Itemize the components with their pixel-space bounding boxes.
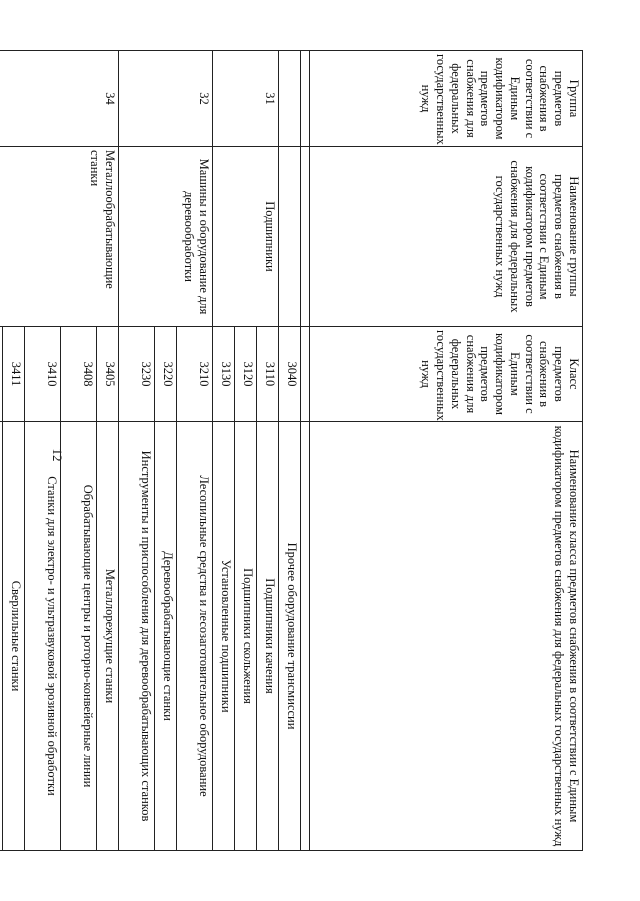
class-code: 3130	[213, 327, 235, 422]
class-name: Сверлильные станки	[3, 422, 25, 851]
class-name: Подшипники скольжения	[235, 422, 257, 851]
class-code: 3210	[177, 327, 213, 422]
rotated-table-container	[9, 50, 583, 850]
header-class-name: Наименование класса предметов снабжения в соответствии с Единым кодификатором предметов снабжения для федеральных государственных нужд	[310, 422, 583, 851]
table-header-row	[310, 51, 583, 851]
table-row	[177, 51, 213, 851]
class-name: Металлорежущие станки	[97, 422, 119, 851]
class-name: Станки для электро- и ультразвуковой эрозивной обработки	[25, 422, 61, 851]
group-code: 34	[0, 51, 119, 147]
group-name: Подшипники	[213, 147, 279, 327]
class-name: Деревообрабатывающие станки	[155, 422, 177, 851]
class-code: 3120	[235, 327, 257, 422]
group-name: Металлообрабатывающие станки	[0, 147, 119, 327]
class-name: Обрабатывающие центры и роторно-конвейерные линии	[61, 422, 97, 851]
class-code: 3410	[25, 327, 61, 422]
class-name: Установленные подшипники	[213, 422, 235, 851]
page-number: 12	[50, 448, 65, 462]
class-code: 3220	[155, 327, 177, 422]
class-name: Лесопильные средства и лесозаготовительное оборудование	[177, 422, 213, 851]
class-name: Прочее оборудование трансмиссии	[279, 422, 301, 851]
table-row	[97, 51, 119, 851]
table-row	[279, 51, 301, 851]
group-code: 32	[119, 51, 213, 147]
class-code: 3040	[279, 327, 301, 422]
class-code: 3405	[97, 327, 119, 422]
class-code	[0, 327, 3, 422]
table-row	[257, 51, 279, 851]
supply-classes-table	[0, 50, 583, 851]
header-group-name: Наименование группы предметов снабжения в соответствии с Единым кодификатором предметов снабжения для федеральных государственных нужд	[310, 147, 583, 327]
class-name: Инструменты и приспособления для деревообрабатывающих станков	[119, 422, 155, 851]
class-name: Подшипники качения	[257, 422, 279, 851]
class-code: 3110	[257, 327, 279, 422]
header-class: Класс предметов снабжения в соответствии с Единым кодификатором предметов снабжения для федеральных государственных нужд	[310, 327, 583, 422]
header-group: Группа предметов снабжения в соответствии с Единым кодификатором предметов снабжения для федеральных государственных нужд	[310, 51, 583, 147]
class-name	[0, 422, 3, 851]
group-name: Машины и оборудование для деревообработки	[119, 147, 213, 327]
spacer-row	[301, 51, 310, 851]
group-code: 31	[213, 51, 279, 147]
class-code: 3230	[119, 327, 155, 422]
class-code: 3408	[61, 327, 97, 422]
class-code: 3411	[3, 327, 25, 422]
